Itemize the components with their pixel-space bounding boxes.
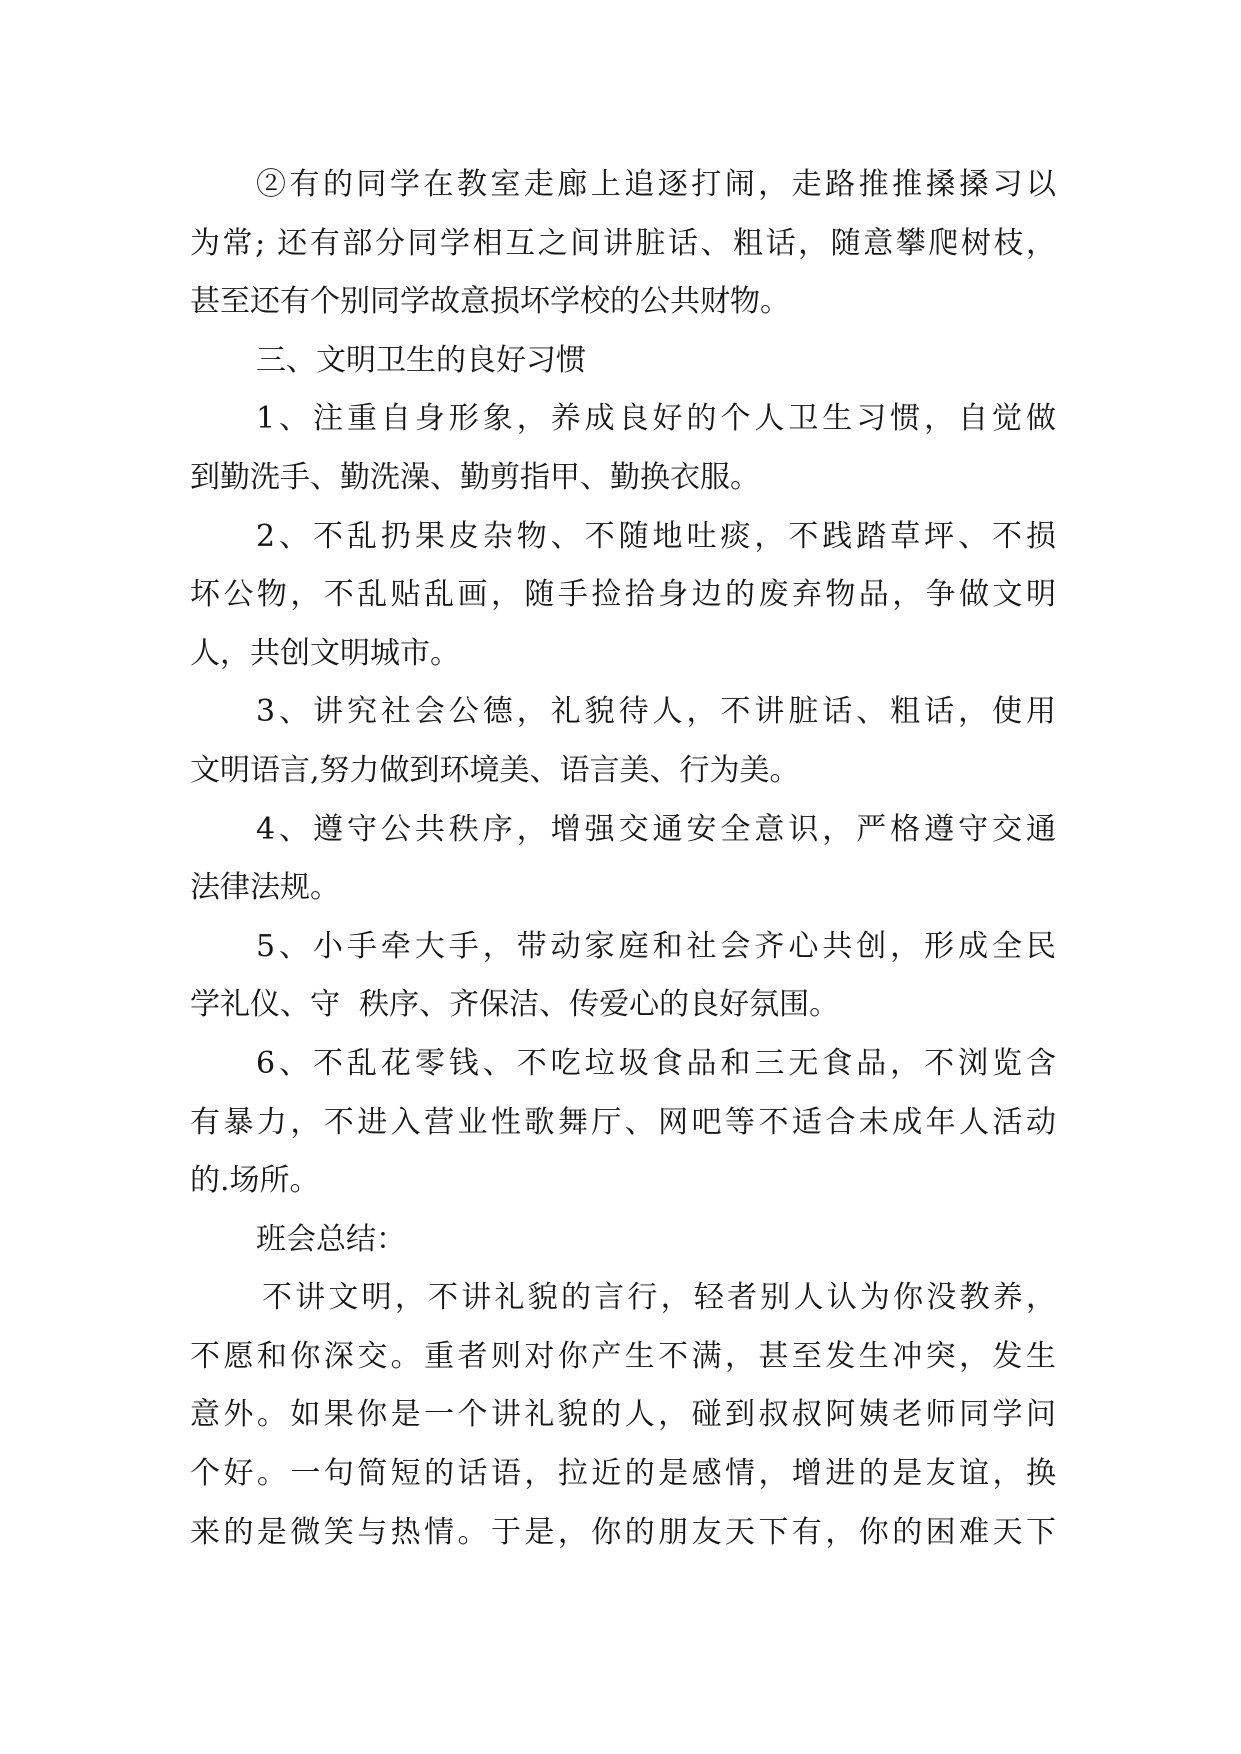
summary-line: 不愿和你深交。重者则对你产生不满，甚至发生冲突，发生 [190, 1338, 1056, 1374]
summary-heading: 班会总结： [256, 1221, 406, 1257]
list-item-line: 1、注重自身形象，养成良好的个人卫生习惯，自觉做 [256, 401, 1056, 437]
list-item-line: 4、遵守公共秩序，增强交通安全意识，严格遵守交通 [256, 811, 1056, 847]
list-item-line: 3、讲究社会公德，礼貌待人，不讲脏话、粗话，使用 [256, 694, 1056, 730]
list-item-line: 学礼仪、守 秩序、齐保洁、传爱心的良好氛围。 [190, 987, 840, 1023]
list-item-line: 文明语言,努力做到环境美、语言美、行为美。 [190, 752, 800, 788]
section-heading: 三、文明卫生的良好习惯 [256, 342, 586, 378]
paragraph-line: ②有的同学在教室走廊上追逐打闹，走路推推搡搡习以 [256, 167, 1056, 202]
summary-line: 个好。一句简短的话语，拉近的是感情，增进的是友谊，换 [190, 1456, 1056, 1492]
summary-line: 不讲文明，不讲礼貌的言行，轻者别人认为你没教养， [262, 1280, 1056, 1316]
list-item-line: 的.场所。 [190, 1163, 320, 1199]
list-item-line: 法律法规。 [190, 870, 340, 906]
list-item-line: 坏公物，不乱贴乱画，随手捡拾身边的废弃物品，争做文明 [190, 577, 1056, 613]
list-item-line: 有暴力，不进入营业性歌舞厅、网吧等不适合未成年人活动 [190, 1104, 1056, 1140]
summary-line: 意外。如果你是一个讲礼貌的人，碰到叔叔阿姨老师同学问 [190, 1397, 1056, 1433]
summary-line: 来的是微笑与热情。于是，你的朋友天下有，你的困难天下 [190, 1514, 1056, 1550]
paragraph-line: 为常; 还有部分同学相互之间讲脏话、粗话，随意攀爬树枝， [190, 225, 1056, 261]
list-item-line: 人，共创文明城市。 [190, 635, 460, 671]
list-item-line: 6、不乱花零钱、不吃垃圾食品和三无食品，不浏览含 [256, 1045, 1056, 1081]
document-body [190, 156, 1056, 1562]
list-item-line: 2、不乱扔果皮杂物、不随地吐痰，不践踏草坪、不损 [256, 518, 1056, 554]
paragraph-line: 甚至还有个别同学故意损坏学校的公共财物。 [190, 284, 790, 320]
list-item-line: 5、小手牵大手，带动家庭和社会齐心共创，形成全民 [256, 928, 1056, 964]
list-item-line: 到勤洗手、勤洗澡、勤剪指甲、勤换衣服。 [190, 459, 760, 495]
